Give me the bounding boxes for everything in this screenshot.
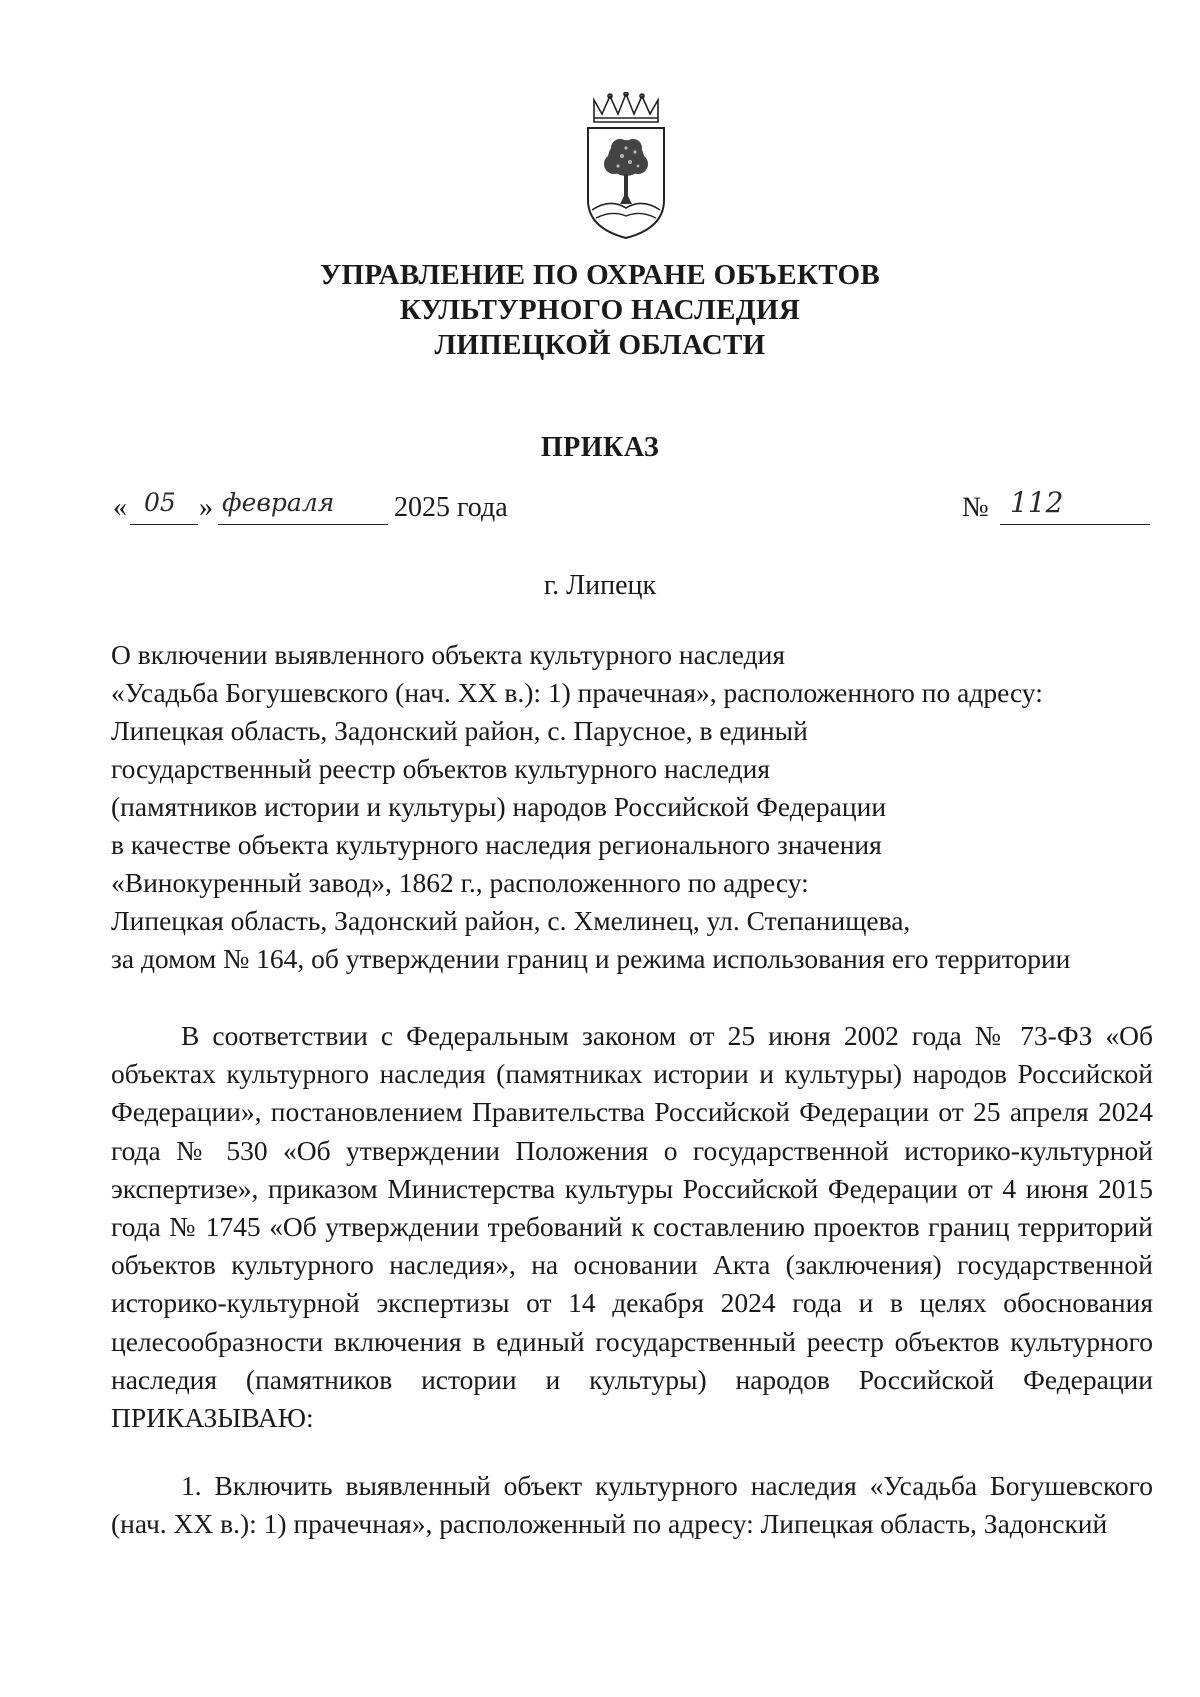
lipetsk-coat-of-arms-icon	[580, 92, 672, 240]
preamble-paragraph: В соответствии с Федеральным законом от 25 июня 2002 года № 73-ФЗ «Об объектах культурного наследия (памятниках истории и культуры) народов Российской Федерации», постановлением Правительства Российской Федерации от 25 апреля 2024 года № 530 «Об утверждении Положения о государственной историко-культурной экспертизе», приказом Министерства культуры Российской Федерации от 4 июня 2015 года № 1745 «Об утверждении требований к составлению проектов границ территорий объектов культурного наследия», на основании Акта (заключения) государственной историко-культурной экспертизы от 14 декабря 2024 года и в целях обоснования целесообразности включения в единый государственный реестр объектов культурного наследия (памятников истории и культуры) народов Российской Федерации ПРИКАЗЫВАЮ:	[111, 1020, 1153, 1434]
number-sign: №	[962, 492, 989, 523]
subject-line: государственный реестр объектов культурного наследия	[111, 753, 770, 784]
clause-1-paragraph: 1. Включить выявленный объект культурного наследия «Усадьба Богушевского (нач. XX в.): 1) прачечная», расположенный по адресу: Липецкая область, Задонский	[111, 1470, 1153, 1540]
date-number-line	[0, 488, 1200, 538]
number-underline	[1000, 524, 1150, 525]
order-subject	[111, 636, 1111, 978]
open-quote: «	[113, 492, 127, 523]
document-type-title: ПРИКАЗ	[540, 432, 660, 463]
organization-name	[0, 258, 1200, 363]
subject-line: (памятников истории и культуры) народов Российской Федерации	[111, 791, 887, 822]
organization-line: КУЛЬТУРНОГО НАСЛЕДИЯ	[399, 294, 801, 326]
handwritten-day: 05	[144, 488, 176, 517]
year-text: 2025 года	[394, 492, 508, 523]
month-underline	[218, 524, 388, 525]
subject-line: «Усадьба Богушевского (нач. XX в.): 1) прачечная», расположенного по адресу:	[111, 677, 1043, 708]
subject-line: О включении выявленного объекта культурного наследия	[111, 639, 785, 670]
subject-line: «Винокуренный завод», 1862 г., расположенного по адресу:	[111, 867, 809, 898]
handwritten-month: февраля	[222, 488, 335, 517]
day-underline	[130, 524, 198, 525]
subject-line: за домом № 164, об утверждении границ и режима использования его территории	[111, 943, 1071, 974]
organization-line: УПРАВЛЕНИЕ ПО ОХРАНЕ ОБЪЕКТОВ	[319, 259, 881, 291]
organization-line: ЛИПЕЦКОЙ ОБЛАСТИ	[434, 329, 766, 361]
city-line: г. Липецк	[543, 570, 657, 601]
close-quote: »	[199, 492, 213, 523]
subject-line: в качестве объекта культурного наследия регионального значения	[111, 829, 882, 860]
subject-line: Липецкая область, Задонский район, с. Парусное, в единый	[111, 715, 808, 746]
handwritten-number: 112	[1010, 486, 1064, 519]
subject-line: Липецкая область, Задонский район, с. Хмелинец, ул. Степанищева,	[111, 905, 911, 936]
